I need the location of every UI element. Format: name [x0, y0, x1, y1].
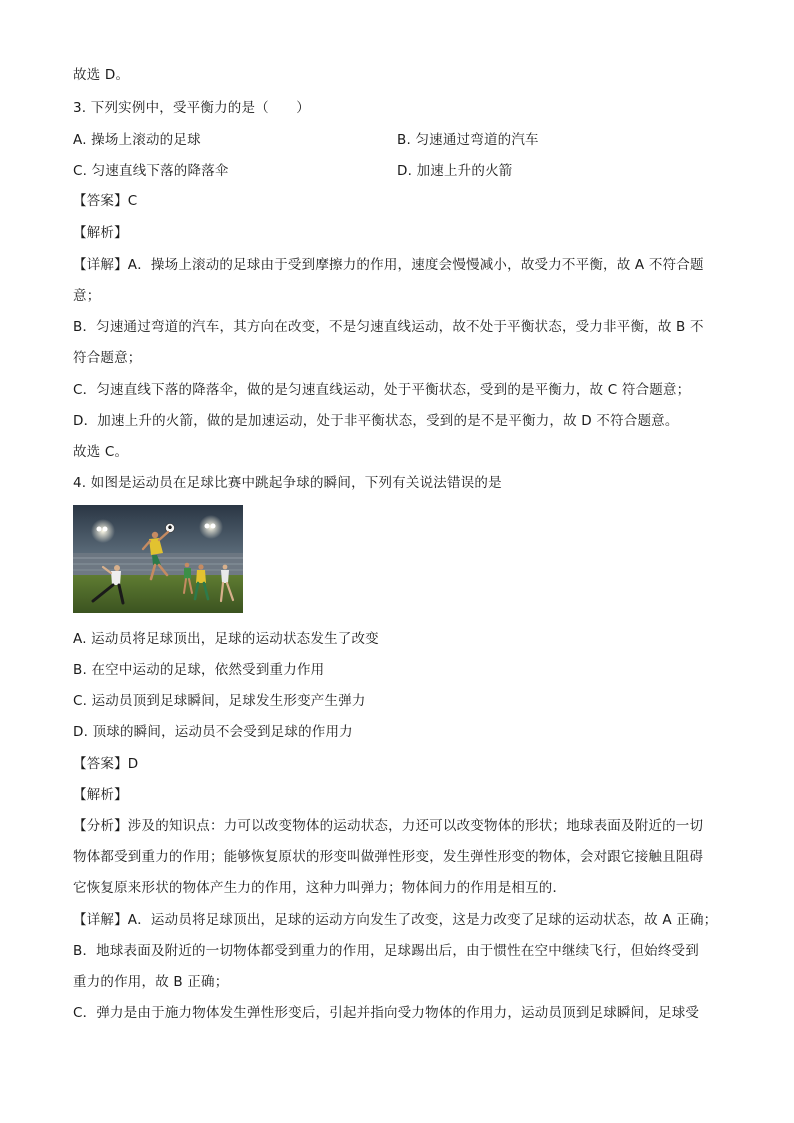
q4-detail-line: C．弹力是由于施力物体发生弹性形变后，引起并指向受力物体的作用力，运动员顶到足球瞬间，足球受	[73, 1005, 700, 1021]
q4-option-d: D. 顶球的瞬间，运动员不会受到足球的作用力	[73, 724, 353, 740]
q4-analysis-heading: 【解析】	[73, 787, 128, 803]
q4-option-b: B. 在空中运动的足球，依然受到重力作用	[73, 662, 325, 678]
q3-option-b: B. 匀速通过弯道的汽车	[397, 132, 539, 148]
q4-option-a: A. 运动员将足球顶出，足球的运动状态发生了改变	[73, 631, 379, 647]
soccer-header-photo	[73, 505, 243, 613]
q3-option-d: D. 加速上升的火箭	[397, 163, 513, 179]
q4-option-c: C. 运动员顶到足球瞬间，足球发生形变产生弹力	[73, 693, 366, 709]
q3-detail-line: C．匀速直线下落的降落伞，做的是匀速直线运动，处于平衡状态，受到的是平衡力，故 C 符合题意；	[73, 382, 691, 398]
q4-analysis-line: 物体都受到重力的作用；能够恢复原状的形变叫做弹性形变，发生弹性形变的物体，会对跟它接触且阻碍	[73, 849, 704, 865]
q4-analysis-line: 它恢复原来形状的物体产生力的作用，这种力叫弹力；物体间力的作用是相互的．	[73, 880, 567, 896]
q3-answer: 【答案】C	[73, 193, 138, 209]
q3-detail-line: 意；	[73, 288, 101, 304]
q4-detail-line: 【详解】A．运动员将足球顶出，足球的运动方向发生了改变，这是力改变了足球的运动状态，故 A 正确；	[73, 912, 718, 928]
q3-analysis-heading: 【解析】	[73, 225, 128, 241]
q4-detail-line: B．地球表面及附近的一切物体都受到重力的作用，足球踢出后，由于惯性在空中继续飞行，但始终受到	[73, 943, 699, 959]
q3-detail-line: B．匀速通过弯道的汽车，其方向在改变，不是匀速直线运动，故不处于平衡状态，受力非平衡，故 B 不	[73, 319, 704, 335]
question-3-stem: 3. 下列实例中，受平衡力的是（ ）	[73, 100, 310, 116]
q4-analysis-line: 【分析】涉及的知识点：力可以改变物体的运动状态，力还可以改变物体的形状；地球表面及附近的一切	[73, 818, 704, 834]
q3-detail-line: 符合题意；	[73, 350, 142, 366]
q4-detail-line: 重力的作用，故 B 正确；	[73, 974, 229, 990]
question-4-stem: 4. 如图是运动员在足球比赛中跳起争球的瞬间，下列有关说法错误的是	[73, 475, 502, 491]
q4-answer: 【答案】D	[73, 756, 139, 772]
q3-detail-line: D．加速上升的火箭，做的是加速运动，处于非平衡状态，受到的是不是平衡力，故 D 不符合题意。	[73, 413, 679, 429]
q3-detail-line: 【详解】A．操场上滚动的足球由于受到摩擦力的作用，速度会慢慢减小，故受力不平衡，故 A 不符合题	[73, 257, 704, 273]
q3-conclusion: 故选 C。	[73, 444, 129, 460]
q3-option-c: C. 匀速直线下落的降落伞	[73, 163, 229, 179]
text-line: 故选 D。	[73, 67, 130, 83]
q3-option-a: A. 操场上滚动的足球	[73, 132, 201, 148]
